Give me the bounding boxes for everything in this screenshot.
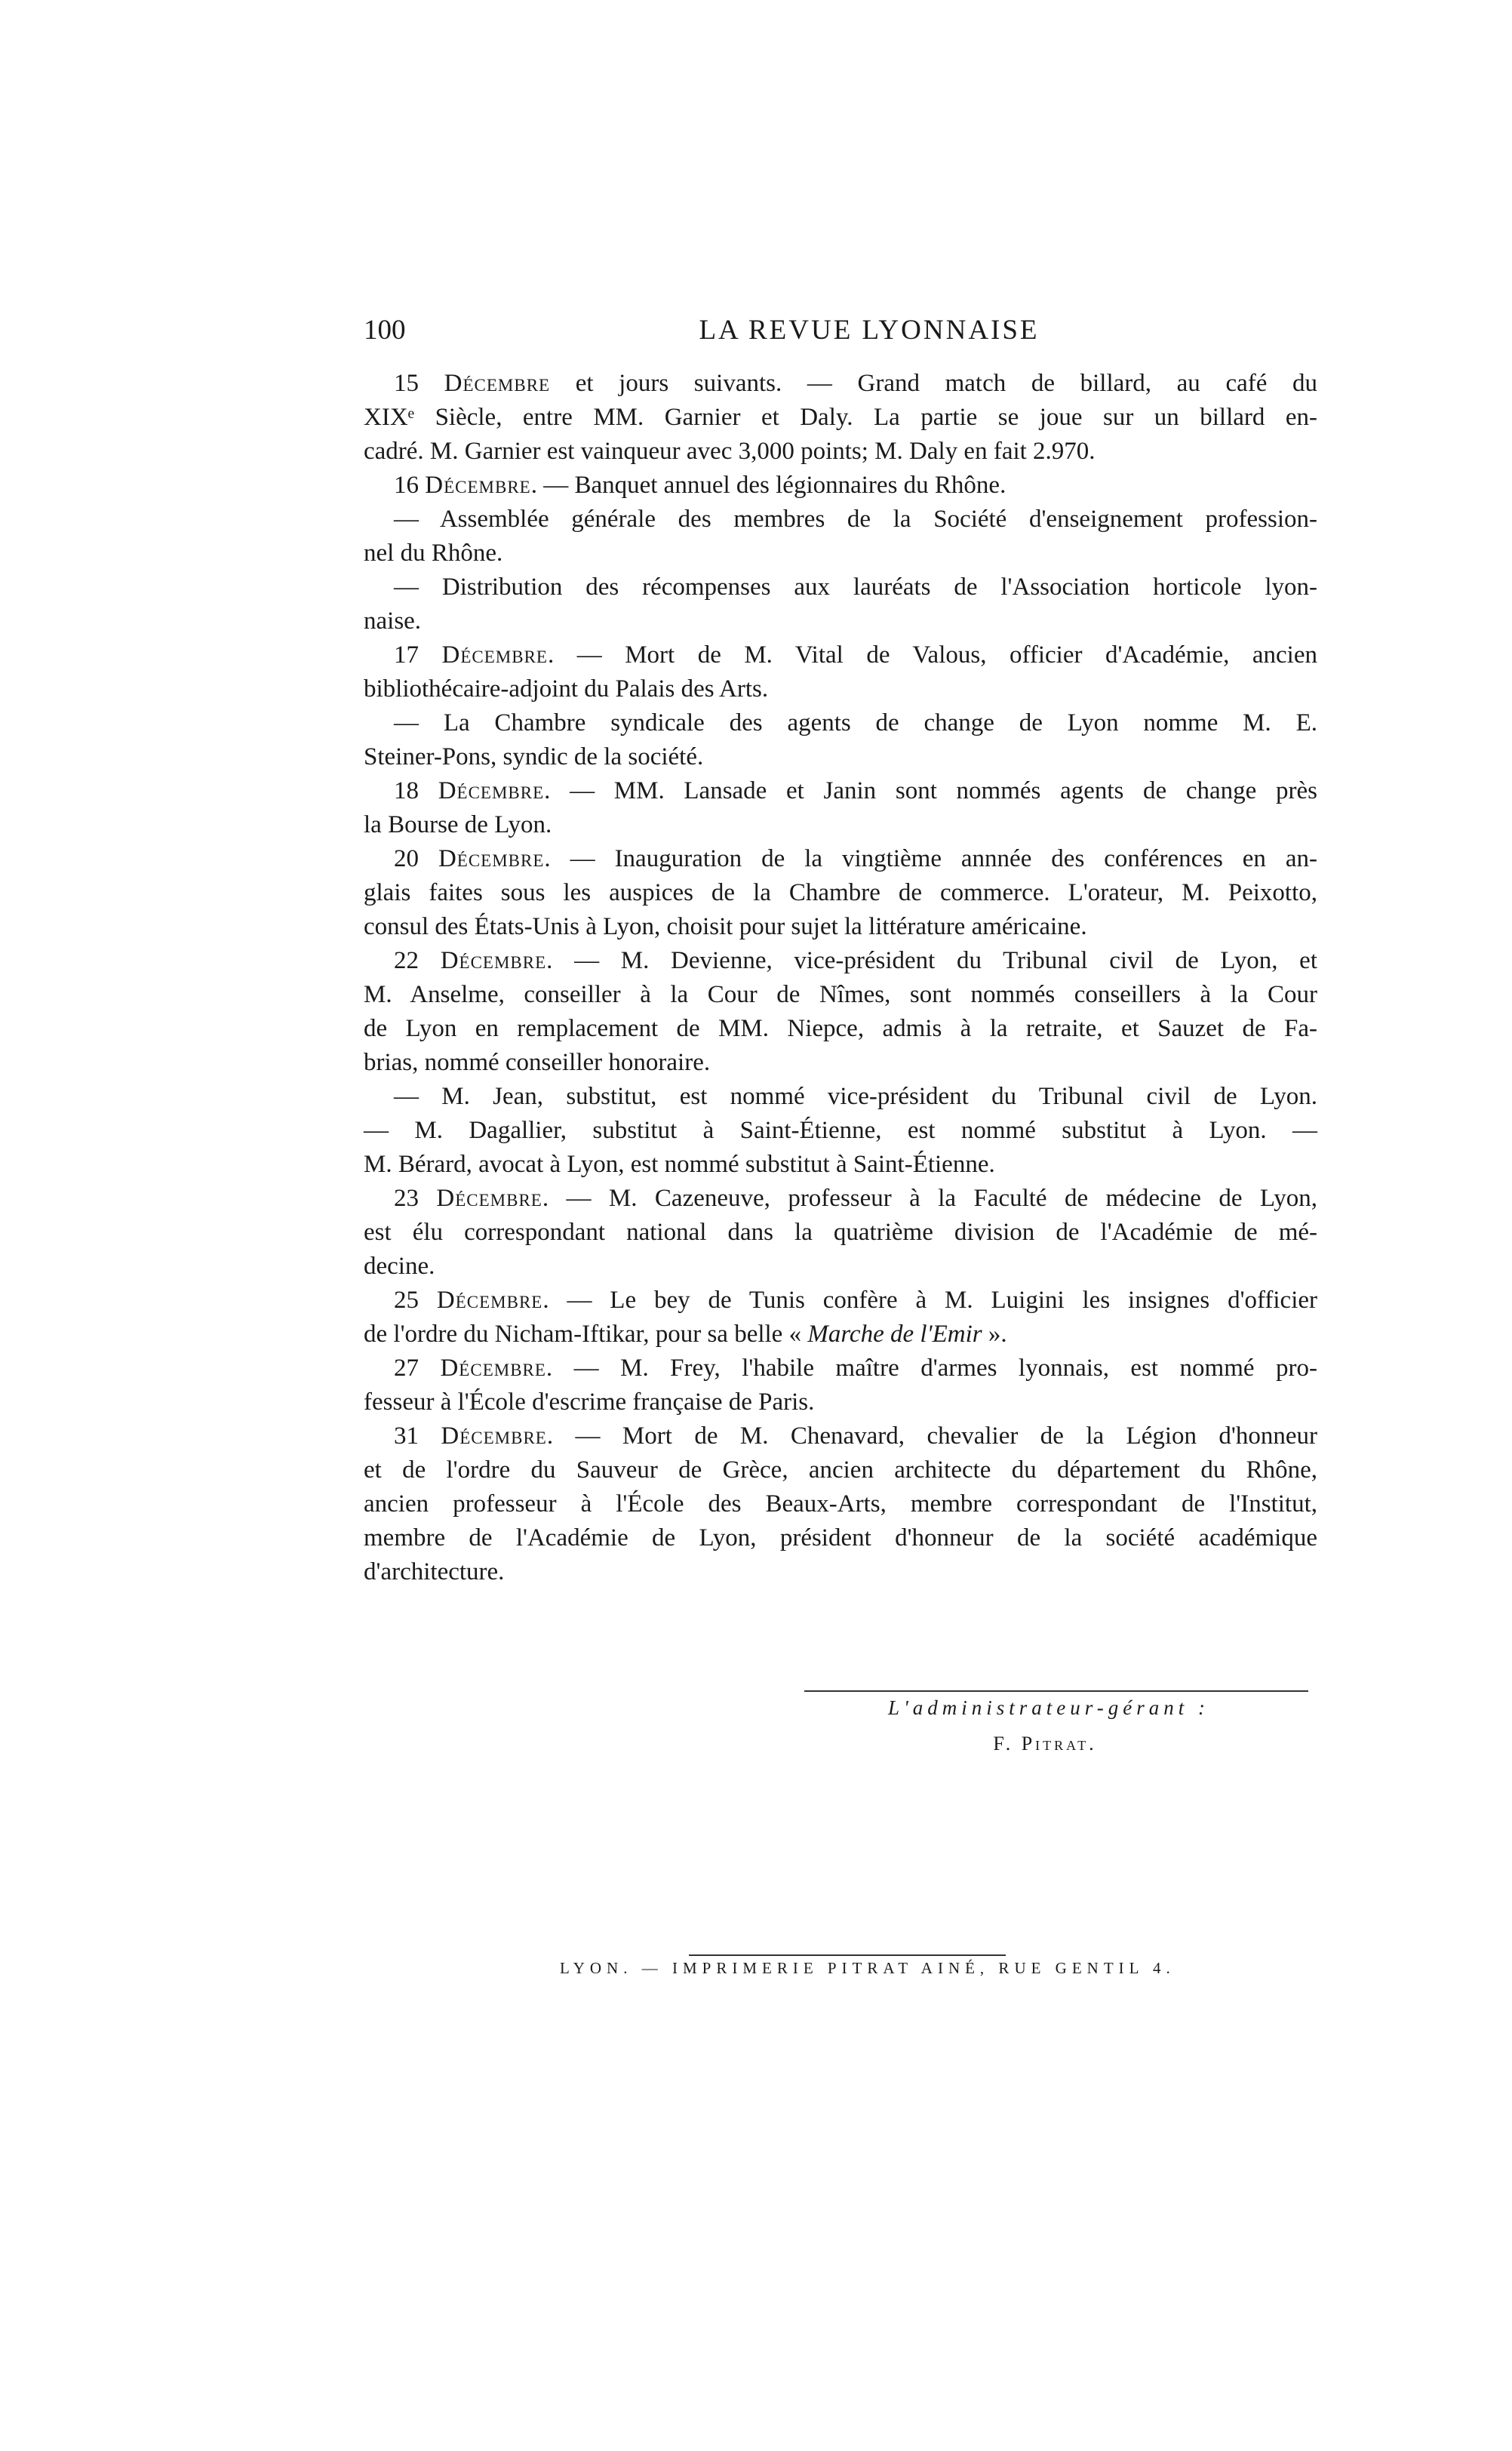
text-line	[364, 1216, 1317, 1250]
text-line	[364, 1080, 1317, 1114]
line-text: ».	[982, 1321, 1007, 1348]
line-text: Steiner-Pons, syndic de la société.	[364, 743, 704, 770]
text-line	[364, 808, 1317, 842]
text-line	[364, 910, 1317, 944]
signature-title: L'administrateur-gérant :	[888, 1696, 1209, 1719]
entry-date: 22	[394, 947, 419, 974]
entry-month: Décembre	[441, 641, 548, 669]
entry-date: 23	[394, 1185, 419, 1212]
text-line	[364, 774, 1317, 808]
line-text: brias, nommé conseiller honoraire.	[364, 1049, 711, 1076]
line-text: M. Bérard, avocat à Lyon, est nommé substitut à Saint-Étienne.	[364, 1151, 995, 1178]
text-line	[364, 740, 1317, 774]
line-text: . — M. Devienne, vice-président du Tribunal civil de Lyon, et	[546, 947, 1317, 974]
entry-month: Décembre	[440, 1355, 546, 1382]
line-text: et jours suivants. — Grand match de billard, au café du	[550, 370, 1318, 397]
line-text: de l'ordre du Nicham-Iftikar, pour sa belle «	[364, 1321, 808, 1348]
text-line	[364, 469, 1317, 503]
line-text: — M. Jean, substitut, est nommé vice-président du Tribunal civil de Lyon.	[394, 1083, 1317, 1110]
line-text: membre de l'Académie de Lyon, président d'honneur de la société académique	[364, 1524, 1317, 1551]
line-text: est élu correspondant national dans la quatrième division de l'Académie de mé-	[364, 1219, 1317, 1246]
entry-date: 27	[394, 1355, 419, 1382]
text-line	[364, 503, 1317, 537]
italic-title: Marche de l'Emir	[807, 1321, 982, 1348]
line-text: la Bourse de Lyon.	[364, 811, 552, 838]
text-line	[364, 842, 1317, 876]
text-line	[364, 1555, 1317, 1589]
entry-date: 20	[394, 845, 419, 872]
text-line	[364, 1318, 1317, 1352]
line-text: consul des États-Unis à Lyon, choisit pour sujet la littérature américaine.	[364, 913, 1087, 940]
line-text: — La Chambre syndicale des agents de change de Lyon nomme M. E.	[394, 709, 1317, 737]
entry-month: Décembre	[440, 947, 547, 974]
line-text: . — M. Cazeneuve, professeur à la Faculté de médecine de Lyon,	[542, 1185, 1317, 1212]
text-line	[364, 401, 1317, 435]
line-text: . — Mort de M. Vital de Valous, officier d'Académie, ancien	[547, 641, 1318, 669]
text-line	[364, 367, 1317, 401]
entry-month: Décembre	[436, 1287, 543, 1314]
entry-month: Décembre	[436, 1185, 542, 1212]
text-line	[364, 435, 1317, 469]
line-text: et de l'ordre du Sauveur de Grèce, ancien architecte du département du Rhône,	[364, 1456, 1317, 1484]
text-line	[364, 1453, 1317, 1487]
text-line	[364, 1250, 1317, 1284]
text-line	[364, 1385, 1317, 1419]
line-text: . — M. Frey, l'habile maître d'armes lyonnais, est nommé pro-	[545, 1355, 1317, 1382]
text-line	[364, 1046, 1317, 1080]
text-line	[364, 604, 1317, 638]
line-text: de Lyon en remplacement de MM. Niepce, admis à la retraite, et Sauzet de Fa-	[364, 1015, 1317, 1042]
line-text: . — MM. Lansade et Janin sont nommés agents de change près	[544, 777, 1317, 804]
text-line	[364, 978, 1317, 1012]
entry-month: Décembre	[441, 1422, 547, 1450]
line-text: . — Banquet annuel des légionnaires du Rhône.	[530, 472, 1006, 499]
text-line	[364, 1419, 1317, 1453]
line-text: . — Mort de M. Chenavard, chevalier de la Légion d'honneur	[546, 1422, 1317, 1450]
text-line	[364, 1182, 1317, 1216]
signature-name: F. Pitrat.	[993, 1733, 1097, 1754]
running-title: LA REVUE LYONNAISE	[699, 315, 1040, 346]
line-text: . — Inauguration de la vingtième annnée des conférences en an-	[544, 845, 1317, 872]
printer-imprint: LYON. — IMPRIMERIE PITRAT AINÉ, RUE GENTIL 4.	[560, 1959, 1175, 1977]
entry-date: 16	[394, 472, 419, 499]
line-text: — Assemblée générale des membres de la Société d'enseignement profession-	[394, 506, 1317, 533]
text-line	[364, 1012, 1317, 1046]
line-text: — M. Dagallier, substitut à Saint-Étienne, est nommé substitut à Lyon. —	[364, 1117, 1317, 1144]
entry-month: Décembre	[438, 777, 545, 804]
entry-date: 25	[394, 1287, 419, 1314]
line-text: fesseur à l'École d'escrime française de Paris.	[364, 1388, 815, 1416]
entry-month: Décembre	[438, 845, 545, 872]
entry-date: 18	[394, 777, 419, 804]
entry-date: 17	[394, 641, 419, 669]
text-line	[364, 944, 1317, 978]
line-text: cadré. M. Garnier est vainqueur avec 3,000 points; M. Daly en fait 2.970.	[364, 438, 1096, 465]
chronicle-body	[364, 367, 1317, 1589]
line-text: — Distribution des récompenses aux lauréats de l'Association horticole lyon-	[394, 574, 1317, 601]
line-text: XIXᵉ Siècle, entre MM. Garnier et Daly. La partie se joue sur un billard en-	[364, 404, 1317, 431]
line-text: ancien professeur à l'École des Beaux-Arts, membre correspondant de l'Institut,	[364, 1490, 1317, 1518]
text-line	[364, 672, 1317, 706]
line-text: . — Le bey de Tunis confère à M. Luigini les insignes d'officier	[542, 1287, 1318, 1314]
line-text: decine.	[364, 1253, 435, 1280]
line-text: M. Anselme, conseiller à la Cour de Nîmes, sont nommés conseillers à la Cour	[364, 981, 1317, 1008]
text-line	[364, 1487, 1317, 1521]
text-line	[364, 638, 1317, 672]
text-line	[364, 1284, 1317, 1318]
text-line	[364, 1148, 1317, 1182]
line-text: nel du Rhône.	[364, 540, 503, 567]
footer-rule	[689, 1954, 1006, 1956]
line-text: glais faites sous les auspices de la Chambre de commerce. L'orateur, M. Peixotto,	[364, 879, 1317, 906]
line-text: d'architecture.	[364, 1558, 505, 1585]
text-line	[364, 876, 1317, 910]
entry-month: Décembre	[444, 370, 551, 397]
text-line	[364, 570, 1317, 604]
entry-month: Décembre	[425, 472, 531, 499]
line-text: naise.	[364, 607, 422, 635]
signature-rule	[804, 1690, 1308, 1692]
text-line	[364, 1352, 1317, 1385]
entry-date: 31	[394, 1422, 419, 1450]
line-text: bibliothécaire-adjoint du Palais des Arts.	[364, 675, 769, 703]
text-line	[364, 1521, 1317, 1555]
text-line	[364, 1114, 1317, 1148]
text-line	[364, 706, 1317, 740]
entry-date: 15	[394, 370, 419, 397]
page-number: 100	[364, 315, 406, 346]
text-line	[364, 537, 1317, 570]
